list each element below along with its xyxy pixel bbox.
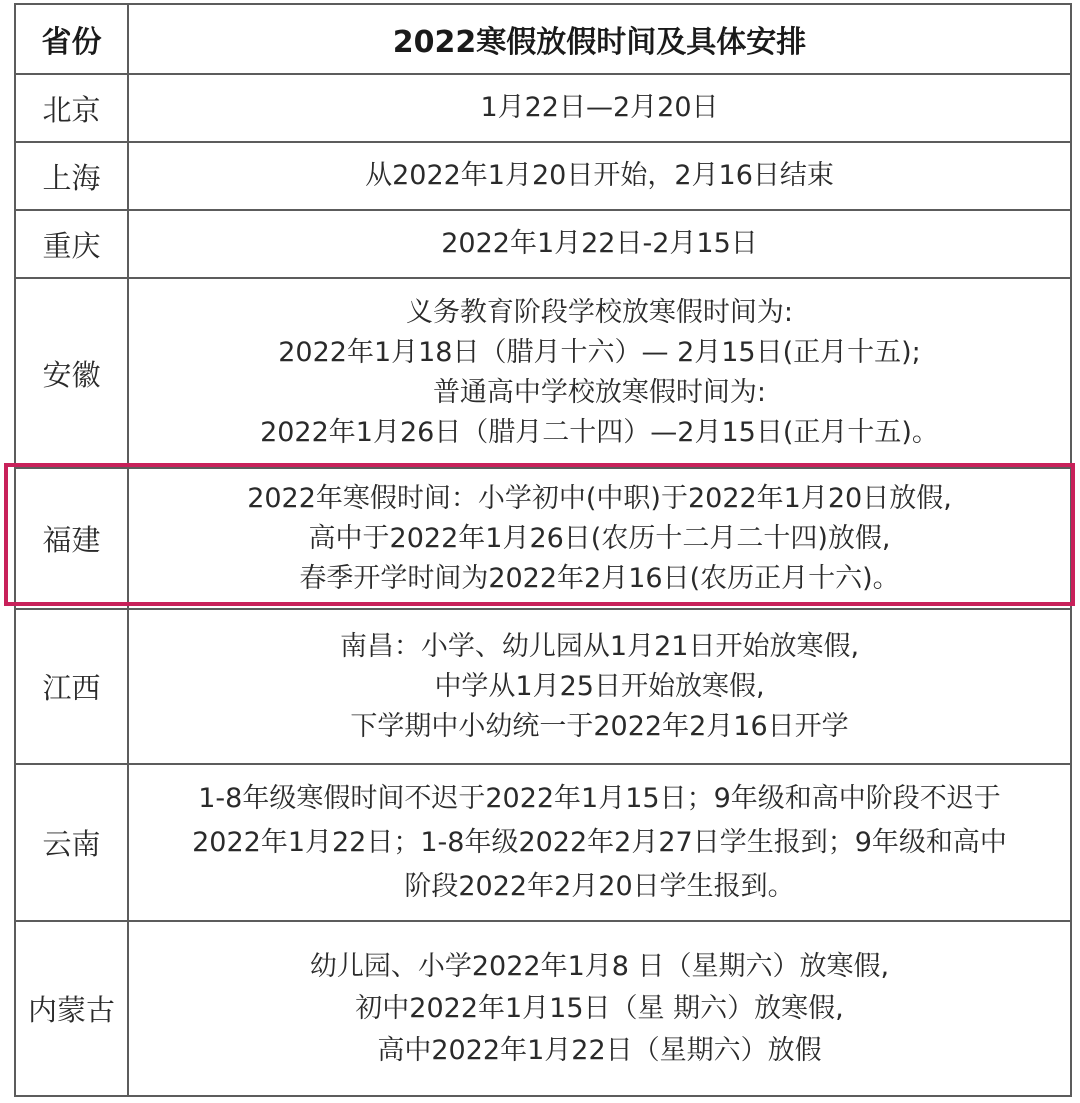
header-province: 省份 (15, 4, 128, 74)
detail-line: 2022年寒假时间：小学初中(中职)于2022年1月20日放假, (247, 482, 952, 514)
detail-line: 高中2022年1月22日（星期六）放假 (377, 1034, 822, 1066)
table-row (15, 278, 1071, 468)
detail-cell (128, 142, 1071, 210)
detail-line: 中学从1月25日开始放寒假, (434, 670, 765, 702)
detail-line: 初中2022年1月15日（星 期六）放寒假, (355, 992, 844, 1024)
detail-line: 2022年1月22日-2月15日 (441, 228, 758, 259)
detail-line: 2022年1月18日（腊月十六）— 2月15日(正月十五); (278, 337, 921, 368)
detail-line: 阶段2022年2月20日学生报到。 (404, 870, 795, 902)
table-row (15, 609, 1071, 764)
table-row (15, 921, 1071, 1096)
detail-cell (128, 609, 1071, 764)
table-row (15, 764, 1071, 921)
detail-line: 普通高中学校放寒假时间为: (432, 377, 767, 408)
detail-cell (128, 74, 1071, 142)
province-cell: 上海 (15, 142, 128, 210)
detail-line: 义务教育阶段学校放寒假时间为: (405, 297, 794, 328)
detail-cell (128, 468, 1071, 609)
province-cell: 云南 (15, 764, 128, 921)
detail-line: 1-8年级寒假时间不迟于2022年1月15日；9年级和高中阶段不迟于 (198, 782, 1001, 814)
table-row (15, 210, 1071, 278)
detail-cell (128, 210, 1071, 278)
detail-cell (128, 278, 1071, 468)
detail-line: 南昌：小学、幼儿园从1月21日开始放寒假, (339, 630, 860, 662)
detail-line: 春季开学时间为2022年2月16日(农历正月十六)。 (299, 562, 900, 594)
province-cell: 福建 (15, 468, 128, 609)
province-cell: 江西 (15, 609, 128, 764)
detail-line: 从2022年1月20日开始，2月16日结束 (365, 160, 834, 191)
province-cell: 内蒙古 (15, 921, 128, 1096)
detail-cell (128, 764, 1071, 921)
province-cell: 安徽 (15, 278, 128, 468)
detail-cell (128, 921, 1071, 1096)
table-header-row (15, 4, 1071, 74)
table-row (15, 142, 1071, 210)
table-row (15, 468, 1071, 609)
detail-line: 幼儿园、小学2022年1月8 日（星期六）放寒假, (309, 950, 890, 982)
province-cell: 重庆 (15, 210, 128, 278)
detail-line: 2022年1月26日（腊月二十四）—2月15日(正月十五)。 (260, 417, 939, 448)
detail-line: 下学期中小幼统一于2022年2月16日开学 (350, 710, 849, 742)
detail-line: 高中于2022年1月26日(农历十二月二十四)放假, (308, 522, 891, 554)
header-title: 2022寒假放假时间及具体安排 (128, 4, 1071, 74)
holiday-schedule-table (14, 3, 1072, 1097)
detail-line: 2022年1月22日；1-8年级2022年2月27日学生报到；9年级和高中 (192, 826, 1007, 858)
province-cell: 北京 (15, 74, 128, 142)
table-row (15, 74, 1071, 142)
detail-line: 1月22日—2月20日 (480, 92, 719, 123)
